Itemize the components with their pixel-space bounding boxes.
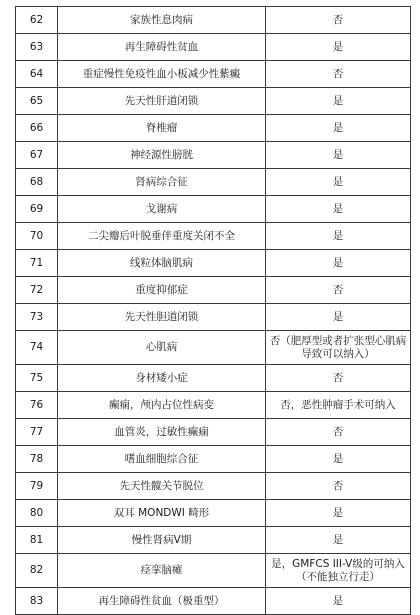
disease-name: 线粒体脑肌病 [58, 250, 266, 277]
row-number: 68 [16, 169, 58, 196]
inclusion-result: 否，恶性肿瘤手术可纳入 [266, 392, 411, 419]
disease-name: 心肌病 [58, 331, 266, 365]
row-number: 82 [16, 554, 58, 588]
disease-name: 再生障碍性贫血 [58, 34, 266, 61]
row-number: 78 [16, 446, 58, 473]
row-number: 80 [16, 500, 58, 527]
disease-name: 血管炎，过敏性癫痫 [58, 419, 266, 446]
table-row [16, 223, 411, 250]
disease-name: 嗜血细胞综合征 [58, 446, 266, 473]
table-row [16, 142, 411, 169]
row-number: 67 [16, 142, 58, 169]
row-number: 71 [16, 250, 58, 277]
inclusion-result: 否 [266, 7, 411, 34]
table-row [16, 392, 411, 419]
row-number: 70 [16, 223, 58, 250]
disease-name: 重度抑郁症 [58, 277, 266, 304]
disease-name: 先天性髋关节脱位 [58, 473, 266, 500]
inclusion-result: 是 [266, 142, 411, 169]
disease-name: 慢性肾病Ⅴ期 [58, 527, 266, 554]
disease-name: 戈谢病 [58, 196, 266, 223]
inclusion-result: 是 [266, 196, 411, 223]
disease-name: 先天性胆道闭锁 [58, 304, 266, 331]
disease-name: 肾病综合征 [58, 169, 266, 196]
table-row [16, 115, 411, 142]
row-number: 73 [16, 304, 58, 331]
inclusion-result: 是 [266, 223, 411, 250]
row-number: 65 [16, 88, 58, 115]
disease-name: 先天性肝道闭锁 [58, 88, 266, 115]
disease-name: 身材矮小症 [58, 365, 266, 392]
inclusion-result: 是 [266, 88, 411, 115]
row-number: 74 [16, 331, 58, 365]
inclusion-result: 是 [266, 34, 411, 61]
table-row [16, 500, 411, 527]
disease-table [15, 6, 411, 615]
row-number: 64 [16, 61, 58, 88]
inclusion-result: 是，GMFCS III-V级的可纳入（不能独立行走） [266, 554, 411, 588]
table-row [16, 277, 411, 304]
row-number: 72 [16, 277, 58, 304]
disease-name: 重症慢性免疫性血小板减少性紫癜 [58, 61, 266, 88]
disease-name: 双耳 MONDWI 畸形 [58, 500, 266, 527]
row-number: 69 [16, 196, 58, 223]
table-row [16, 304, 411, 331]
inclusion-result: 是 [266, 588, 411, 615]
disease-name: 痉挛脑瘫 [58, 554, 266, 588]
row-number: 81 [16, 527, 58, 554]
table-row [16, 588, 411, 615]
table-row [16, 250, 411, 277]
table-row [16, 61, 411, 88]
row-number: 76 [16, 392, 58, 419]
inclusion-result: 是 [266, 169, 411, 196]
disease-name: 脊椎瘤 [58, 115, 266, 142]
disease-name: 家族性息肉病 [58, 7, 266, 34]
inclusion-result: 是 [266, 500, 411, 527]
inclusion-result: 否 [266, 61, 411, 88]
inclusion-result: 是 [266, 115, 411, 142]
row-number: 75 [16, 365, 58, 392]
table-row [16, 473, 411, 500]
row-number: 79 [16, 473, 58, 500]
table-row [16, 88, 411, 115]
table-row [16, 365, 411, 392]
row-number: 63 [16, 34, 58, 61]
row-number: 77 [16, 419, 58, 446]
row-number: 62 [16, 7, 58, 34]
table-row [16, 419, 411, 446]
table-row [16, 331, 411, 365]
inclusion-result: 否 [266, 419, 411, 446]
inclusion-result: 是 [266, 446, 411, 473]
table-row [16, 169, 411, 196]
table-row [16, 527, 411, 554]
inclusion-result: 否（肥厚型或者扩张型心肌病导致可以纳入） [266, 331, 411, 365]
inclusion-result: 否 [266, 365, 411, 392]
table-row [16, 554, 411, 588]
inclusion-result: 否 [266, 277, 411, 304]
inclusion-result: 是 [266, 527, 411, 554]
disease-name: 神经源性膀胱 [58, 142, 266, 169]
inclusion-result: 否 [266, 473, 411, 500]
disease-name: 癫痫，颅内占位性病变 [58, 392, 266, 419]
table-row [16, 7, 411, 34]
disease-name: 再生障碍性贫血（极重型） [58, 588, 266, 615]
table-row [16, 34, 411, 61]
row-number: 83 [16, 588, 58, 615]
table-row [16, 446, 411, 473]
row-number: 66 [16, 115, 58, 142]
disease-name: 二尖瓣后叶脱垂伴重度关闭不全 [58, 223, 266, 250]
table-row [16, 196, 411, 223]
inclusion-result: 是 [266, 250, 411, 277]
inclusion-result: 是 [266, 304, 411, 331]
